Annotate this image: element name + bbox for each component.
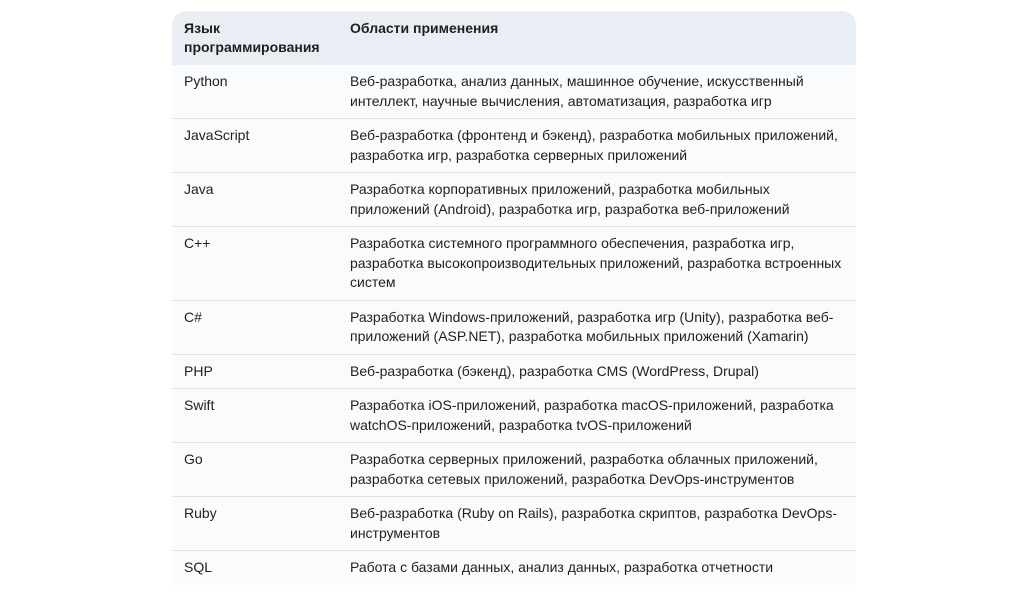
table-row <box>172 300 856 354</box>
header-language: Язык программирования <box>184 20 320 55</box>
cell-uses: Разработка iOS-приложений, разработка macOS-приложений, разработка watchOS-приложений, разработка tvOS-приложений <box>350 397 834 433</box>
cell-language: C++ <box>184 235 211 251</box>
cell-uses: Разработка серверных приложений, разработка облачных приложений, разработка сетевых приложений, разработка DevOps-инструментов <box>350 451 818 487</box>
cell-language: JavaScript <box>184 127 250 143</box>
cell-language: Java <box>184 181 214 197</box>
cell-language: PHP <box>184 362 213 379</box>
languages-table <box>172 11 856 585</box>
table-row <box>172 173 856 227</box>
cell-uses: Разработка Windows-приложений, разработка игр (Unity), разработка веб-приложений (ASP.NET), разработка мобильных приложений (Xamarin) <box>350 308 834 344</box>
table-row <box>172 65 856 119</box>
header-uses: Области применения <box>350 20 499 36</box>
languages-table-container <box>172 11 856 585</box>
cell-uses: Работа с базами данных, анализ данных, разработка отчетности <box>350 559 774 575</box>
cell-language: Go <box>184 451 203 467</box>
cell-uses: Веб-разработка, анализ данных, машинное обучение, искусственный интеллект, научные вычисления, автоматизация, разработка игр <box>350 73 804 109</box>
cell-uses: Веб-разработка (Ruby on Rails), разработка скриптов, разработка DevOps-инструментов <box>350 505 837 541</box>
cell-uses: Разработка корпоративных приложений, разработка мобильных приложений (Android), разработка игр, разработка веб-приложений <box>350 181 790 217</box>
cell-uses: Разработка системного программного обеспечения, разработка игр, разработка высокопроизводительных приложений, разработка встроенных систем <box>350 235 842 290</box>
cell-language: Ruby <box>184 505 217 521</box>
table-header-row <box>172 11 856 65</box>
table-row <box>172 551 856 585</box>
cell-language: SQL <box>184 559 213 575</box>
table-row <box>172 354 856 389</box>
table-row <box>172 119 856 173</box>
cell-language: Python <box>184 73 228 89</box>
table-row <box>172 389 856 443</box>
table-row <box>172 497 856 551</box>
table-row <box>172 443 856 497</box>
cell-language: Swift <box>184 397 215 413</box>
table-row <box>172 227 856 301</box>
cell-language: C# <box>184 308 202 325</box>
cell-uses: Веб-разработка (бэкенд), разработка CMS (WordPress, Drupal) <box>350 362 759 379</box>
cell-uses: Веб-разработка (фронтенд и бэкенд), разработка мобильных приложений, разработка игр, разработка серверных приложений <box>350 127 838 163</box>
